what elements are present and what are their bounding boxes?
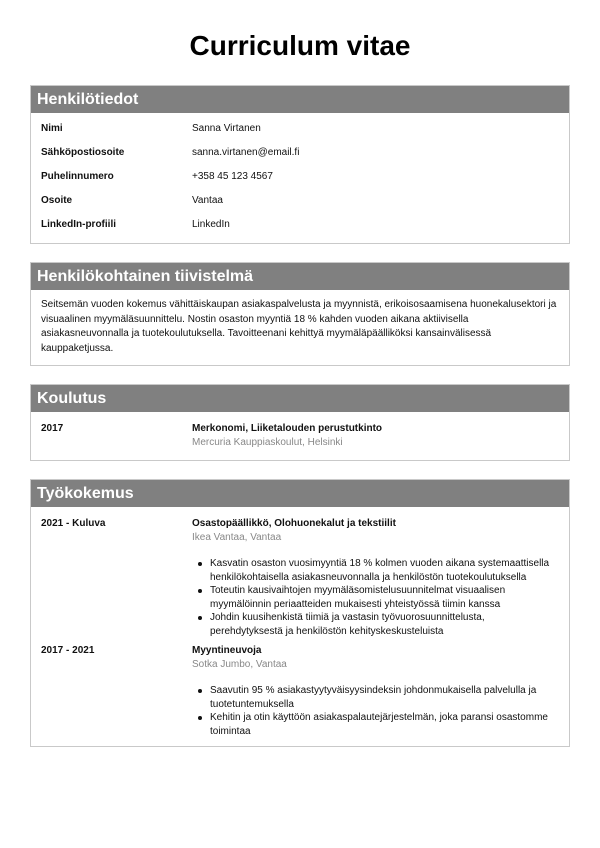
entry-subtitle: Mercuria Kauppiaskoulut, Helsinki [192, 437, 343, 448]
personal-info-section [30, 85, 570, 244]
experience-entry [31, 517, 569, 638]
education-section [30, 384, 570, 461]
section-heading: Koulutus [31, 385, 569, 412]
info-label: LinkedIn-profiili [41, 219, 116, 230]
bullet-list [192, 684, 557, 738]
bullet-list [192, 557, 557, 638]
entry-subtitle: Ikea Vantaa, Vantaa [192, 532, 282, 543]
info-value: +358 45 123 4567 [192, 171, 273, 182]
education-entry [31, 422, 569, 450]
info-value: Sanna Virtanen [192, 123, 261, 134]
entry-date: 2017 [41, 423, 64, 434]
info-label: Osoite [41, 195, 73, 206]
info-label: Nimi [41, 123, 63, 134]
entry-date: 2021 - Kuluva [41, 518, 106, 529]
info-row-address [31, 194, 569, 218]
section-heading: Henkilötiedot [31, 86, 569, 113]
experience-section [30, 479, 570, 747]
bullet-item: Saavutin 95 % asiakastyytyväisyysindeksin johdonmukaisella palvelulla ja tuotetuntemuksella [192, 684, 557, 711]
linkedin-link[interactable]: LinkedIn [192, 219, 230, 230]
info-row-phone [31, 170, 569, 194]
info-value: Vantaa [192, 195, 223, 206]
summary-text: Seitsemän vuoden kokemus vähittäiskaupan asiakaspalvelusta ja myynnistä, erikoisosaamisena huonekalusektori ja visuaalinen myymäläsuunnittelu. Nostin osaston myyntiä 18 % kahden vuoden aikana aktiivisella asiakasneuvonnalla ja tuotekoulutuksella. Tavoitteenani kehittyä myymäläpäälliköksi kansainvälisessä kauppaketjussa. [41, 299, 557, 354]
entry-title: Osastopäällikkö, Olohuonekalut ja tekstiilit [192, 518, 396, 529]
section-heading: Työkokemus [31, 480, 569, 507]
info-row-email [31, 146, 569, 170]
info-label: Puhelinnumero [41, 171, 114, 182]
entry-date: 2017 - 2021 [41, 645, 95, 656]
experience-entry [31, 644, 569, 738]
document-title: Curriculum vitae [189, 30, 411, 61]
info-row-linkedin [31, 218, 569, 242]
email-value[interactable]: sanna.virtanen@email.fi [192, 147, 300, 158]
info-row-name [31, 122, 569, 146]
info-label: Sähköpostiosoite [41, 147, 125, 158]
bullet-item: Kehitin ja otin käyttöön asiakaspalautejärjestelmän, joka paransi osastomme toimintaa [192, 711, 557, 738]
section-heading: Henkilökohtainen tiivistelmä [31, 263, 569, 290]
bullet-item: Johdin kuusihenkistä tiimiä ja vastasin työvuorosuunnittelusta, perehdytyksestä ja henkilöstön kehityskeskusteluista [192, 611, 557, 638]
entry-title: Myyntineuvoja [192, 645, 262, 656]
entry-title: Merkonomi, Liiketalouden perustutkinto [192, 423, 383, 434]
bullet-item: Kasvatin osaston vuosimyyntiä 18 % kolmen vuoden aikana systemaattisella henkilökohtaisella asiakasneuvonnalla ja henkilöstön tuotekoulutuksella [192, 557, 557, 584]
bullet-item: Toteutin kausivaihtojen myymäläsomistelusuunnitelmat visuaalisen myymälöinnin periaatteiden mukaisesti yhteistyössä tiimin kanssa [192, 584, 557, 611]
entry-subtitle: Sotka Jumbo, Vantaa [192, 659, 287, 670]
personal-info-list [31, 113, 569, 243]
summary-section [30, 262, 570, 366]
